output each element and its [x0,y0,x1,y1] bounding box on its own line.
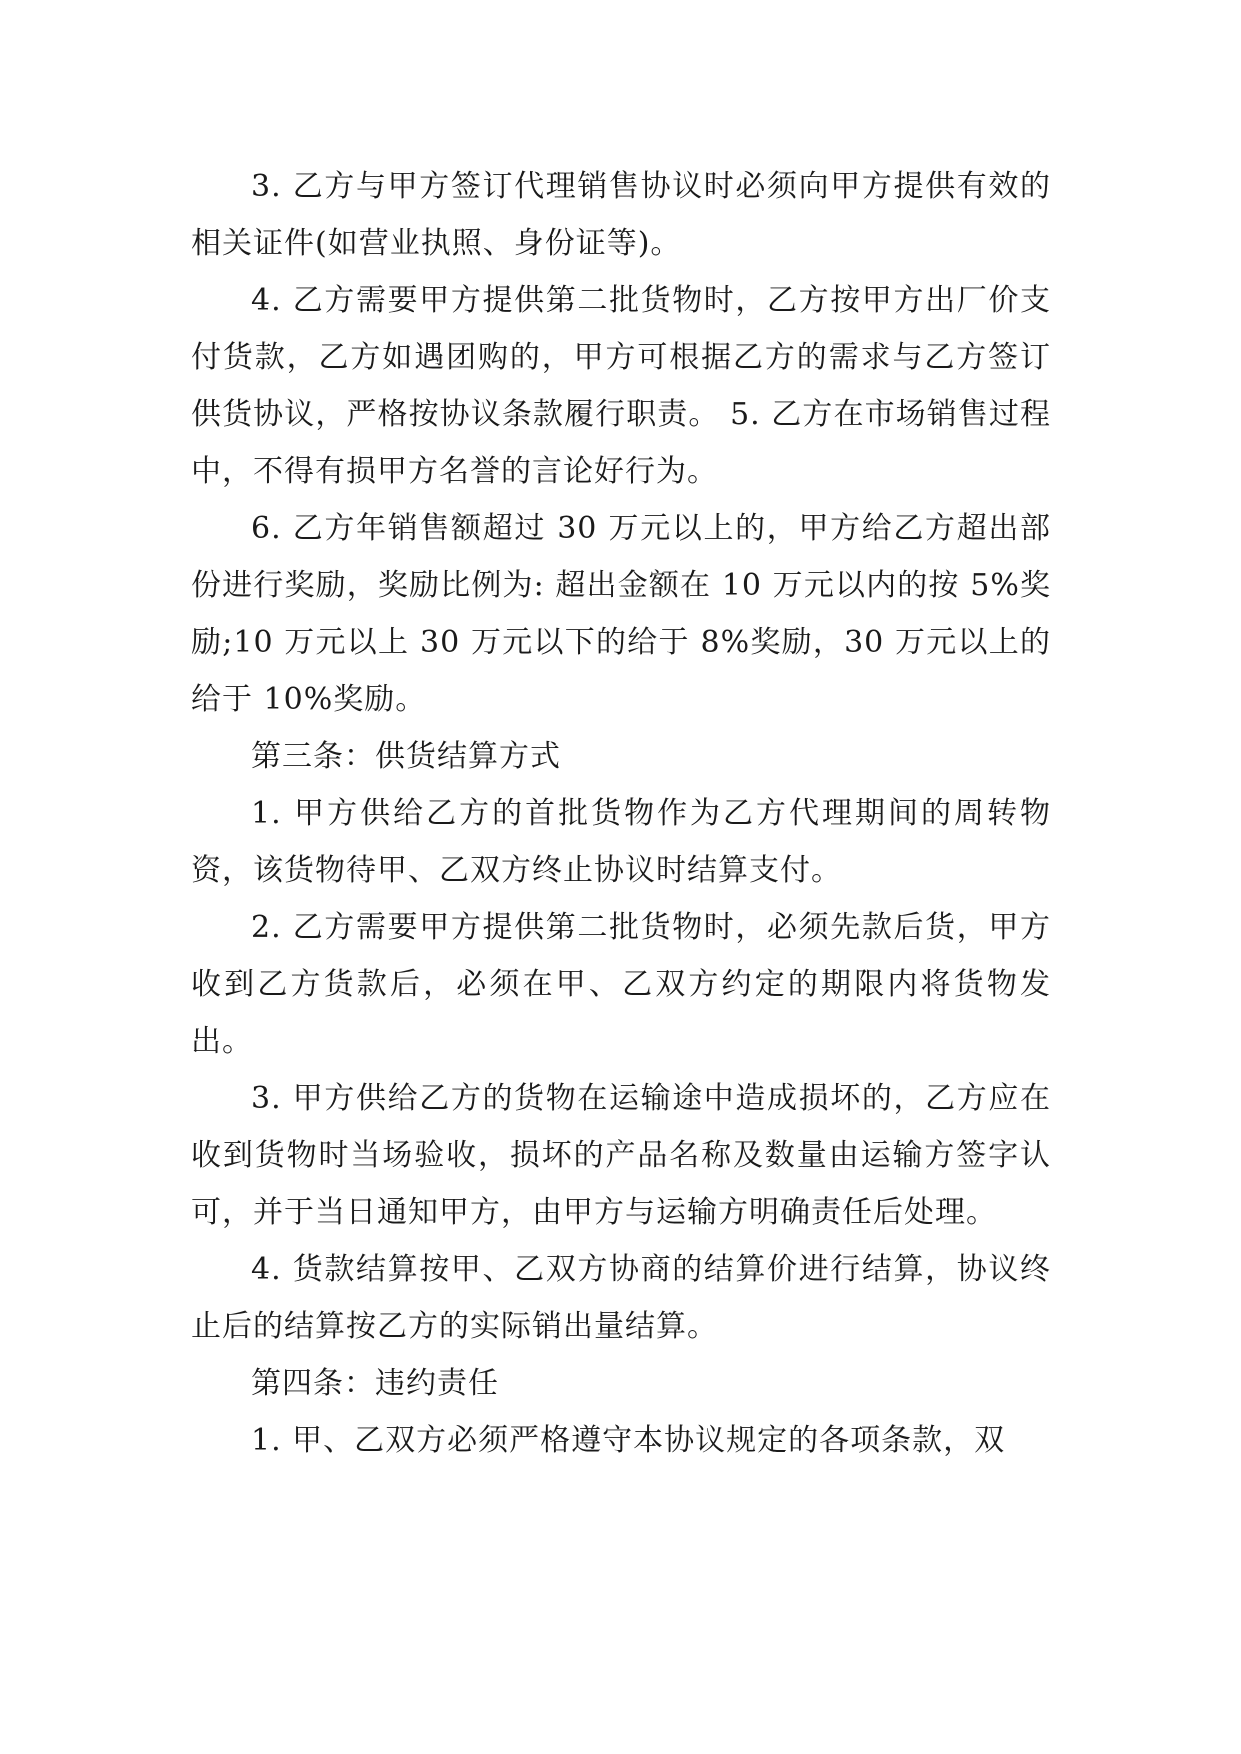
section-heading-article-4: 第四条：违约责任 [251,1366,499,1401]
clause-paragraph-3: 3. 乙方与甲方签订代理销售协议时必须向甲方提供有效的相关证件(如营业执照、身份证等)。 [191,169,1051,261]
clause-paragraph-4-5: 4. 乙方需要甲方提供第二批货物时，乙方按甲方出厂价支付货款，乙方如遇团购的，甲方可根据乙方的需求与乙方签订供货协议，严格按协议条款履行职责。 5. 乙方在市场销售过程中，不得有损甲方名誉的言论好行为。 [191,283,1051,489]
document-page [191,158,1051,1469]
section-heading-article-3: 第三条：供货结算方式 [251,739,561,774]
liability-paragraph-1: 1. 甲、乙双方必须严格遵守本协议规定的各项条款，双 [251,1423,1006,1458]
clause-paragraph-6: 6. 乙方年销售额超过 30 万元以上的，甲方给乙方超出部份进行奖励，奖励比例为: 超出金额在 10 万元以内的按 5%奖励;10 万元以上 30 万元以下的给于 8%奖励，30 万元以上的给于 10%奖励。 [191,511,1051,717]
settlement-paragraph-3: 3. 甲方供给乙方的货物在运输途中造成损坏的，乙方应在收到货物时当场验收，损坏的产品名称及数量由运输方签字认可，并于当日通知甲方，由甲方与运输方明确责任后处理。 [191,1081,1051,1230]
settlement-paragraph-2: 2. 乙方需要甲方提供第二批货物时，必须先款后货，甲方收到乙方货款后，必须在甲、乙双方约定的期限内将货物发出。 [191,910,1051,1059]
settlement-paragraph-1: 1. 甲方供给乙方的首批货物作为乙方代理期间的周转物资，该货物待甲、乙双方终止协议时结算支付。 [191,796,1051,888]
settlement-paragraph-4: 4. 货款结算按甲、乙双方协商的结算价进行结算，协议终止后的结算按乙方的实际销出量结算。 [191,1252,1051,1344]
